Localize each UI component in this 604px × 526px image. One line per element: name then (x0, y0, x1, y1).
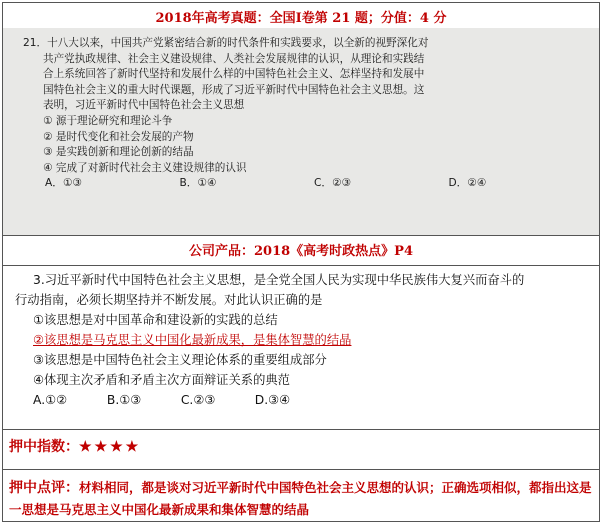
product-item: ①该思想是对中国革命和建设新的实践的总结 (33, 313, 278, 327)
product-options (15, 390, 585, 410)
exam-option-d: D．②④ (448, 177, 487, 190)
hit-comment-label: 押中点评： (9, 480, 79, 496)
product-option-a: A.①② (33, 393, 68, 407)
product-option-c: C.②③ (180, 393, 216, 407)
exam-option-b: B．①④ (179, 177, 217, 190)
exam-options (23, 176, 583, 192)
exam-stem-line: 表明，习近平新时代中国特色社会主义思想 (43, 99, 245, 112)
product-question (3, 266, 599, 418)
exam-header (3, 7, 599, 27)
product-item-highlighted: ②该思想是马克思主义中国化最新成果，是集体智慧的结晶 (33, 333, 352, 347)
product-stem-line: 3.习近平新时代中国特色社会主义思想，是全党全国人民为实现中华民族伟大复兴而奋斗的 (33, 273, 525, 287)
hit-index-label: 押中指数： (9, 439, 79, 455)
hit-comment-text: 材料相同，都是谈对习近平新时代中国特色社会主义思想的认识；正确选项相似，都指出这是一思想是马克思主义中国化最新成果和集体智慧的结晶 (9, 480, 592, 517)
exam-stem-line: 合上系统回答了新时代坚持和发展什么样的中国特色社会主义、怎样坚持和发展中 (43, 68, 425, 81)
exam-item: ② 是时代变化和社会发展的产物 (43, 130, 194, 143)
product-stem-line: 行动指南，必须长期坚持并不断发展。对此认识正确的是 (15, 293, 323, 307)
exam-item: ① 源于理论研究和理论斗争 (43, 114, 173, 127)
exam-option-c: C．②③ (314, 177, 351, 190)
exam-stem-line: 共产党执政规律、社会主义建设规律、人类社会发展规律的认识，从理论和实践结 (43, 52, 425, 65)
divider (3, 235, 599, 236)
exam-question-scan (3, 28, 599, 235)
exam-stem-line: 21．十八大以来，中国共产党紧密结合新的时代条件和实践要求，以全新的视野深化对 (23, 37, 429, 49)
divider (3, 469, 599, 470)
hit-index-stars: ★★★★ (79, 439, 142, 455)
product-item: ③该思想是中国特色社会主义理论体系的重要组成部分 (33, 353, 327, 367)
content-table (2, 2, 600, 522)
product-option-b: B.①③ (106, 393, 142, 407)
exam-stem-line: 国特色社会主义的重大时代课题，形成了习近平新时代中国特色社会主义思想。这 (43, 83, 425, 96)
product-option-d: D.③④ (254, 393, 291, 407)
product-title: 公司产品：2018《高考时政热点》P4 (188, 244, 413, 259)
exam-option-a: A．①③ (45, 177, 82, 190)
hit-comment (9, 477, 597, 520)
exam-header-title: 2018年高考真题：全国Ⅰ卷第 21 题；分值：4 分 (155, 11, 447, 26)
exam-item: ③ 是实践创新和理论创新的结晶 (43, 146, 194, 159)
product-header (3, 240, 599, 262)
product-item: ④体现主次矛盾和矛盾主次方面辩证关系的典范 (33, 373, 290, 387)
divider (3, 429, 599, 430)
hit-index (9, 436, 141, 456)
exam-item: ④ 完成了对新时代社会主义建设规律的认识 (43, 161, 247, 174)
